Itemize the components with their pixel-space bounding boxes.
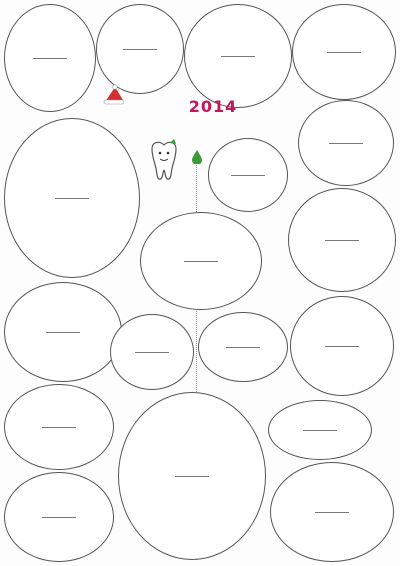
bubble-hanseiki	[288, 188, 396, 292]
bubble-nakamura	[268, 400, 372, 460]
bubble-title	[175, 471, 209, 477]
bubble-omedeto	[118, 392, 266, 560]
bubble-title	[231, 170, 265, 176]
bubble-kusuri	[198, 312, 288, 382]
bubble-title	[325, 341, 359, 347]
bubble-title	[303, 425, 337, 431]
bubble-title	[226, 342, 260, 348]
bubble-title	[329, 138, 363, 144]
bubble-atarashii-nakama	[110, 314, 194, 390]
bubble-title	[55, 193, 89, 199]
bubble-umarete-hajimete	[4, 118, 140, 278]
bubble-kakuhan-dekita	[4, 472, 114, 562]
bubble-title	[221, 51, 255, 57]
bubble-shakaijin	[4, 4, 96, 112]
bubble-shin-member	[292, 4, 396, 100]
bubble-kami-ni-kansha	[208, 138, 288, 212]
bubble-title	[42, 422, 76, 428]
bubble-title	[184, 256, 218, 262]
tooth-mascot-icon	[146, 139, 182, 185]
bubble-title	[46, 327, 80, 333]
bubble-ichinenkan	[184, 4, 292, 108]
bubble-hajimete	[270, 462, 394, 562]
bubble-deai	[96, 4, 184, 94]
bubble-fukki	[4, 384, 114, 470]
bubble-title	[315, 507, 349, 513]
bubble-title	[33, 53, 67, 59]
bubble-kakuhan	[140, 212, 262, 310]
page-headline	[138, 97, 288, 118]
bubble-title	[135, 347, 169, 353]
bubble-title	[327, 47, 361, 53]
headline-year: 2014	[188, 97, 238, 116]
bubble-ohi-no-naka	[4, 282, 122, 382]
bubble-teamwork	[298, 100, 394, 186]
santa-hat-icon	[103, 84, 125, 106]
bubble-title	[42, 512, 76, 518]
bubble-shakaijin-ni-narimashita	[290, 296, 394, 396]
headline-greeting	[138, 116, 288, 118]
bubble-title	[325, 235, 359, 241]
water-drop-icon	[192, 150, 202, 164]
bubble-title	[123, 44, 157, 50]
